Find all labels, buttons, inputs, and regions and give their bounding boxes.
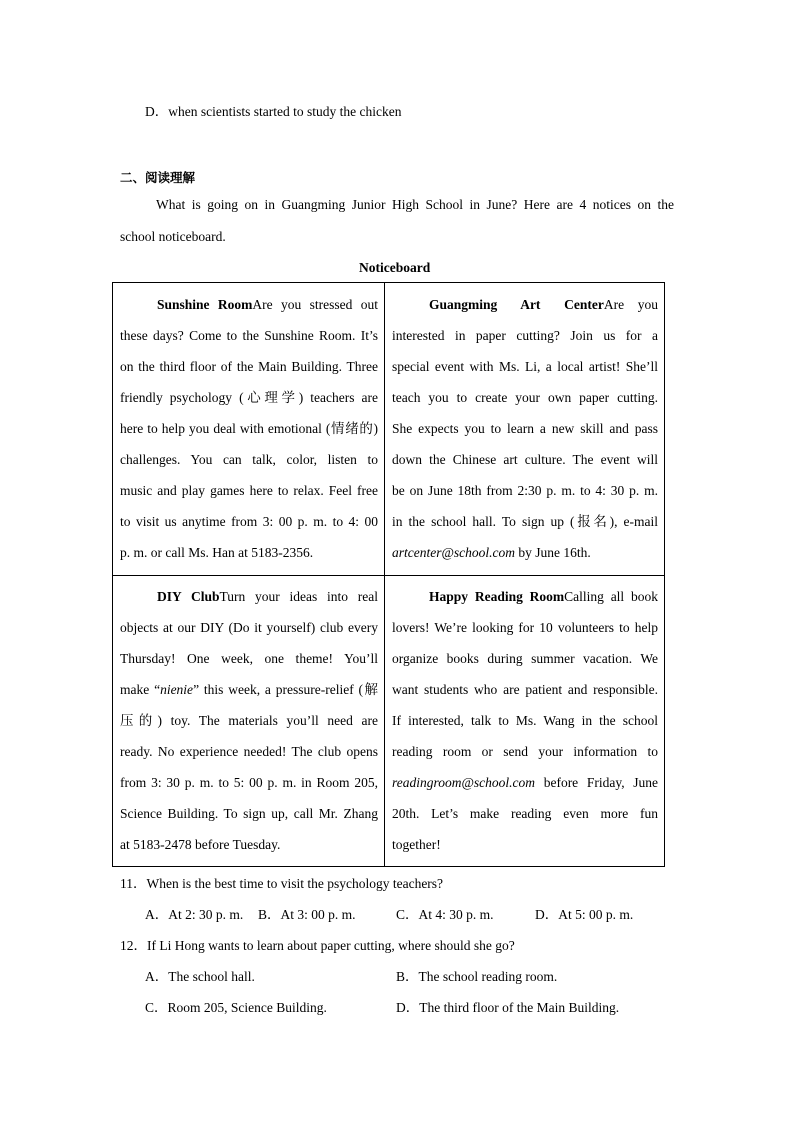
notice-line: from 3: 30 p. m. to 5: 00 p. m. in Room 205, — [120, 775, 378, 790]
notice-line: special event with Ms. Li, a local artist! She’ll — [392, 359, 658, 374]
notice-line: Science Building. To sign up, call Mr. Zhang — [120, 806, 378, 821]
notice-line: Thursday! One week, one theme! You’ll — [120, 651, 378, 666]
notice-title: Sunshine Room — [157, 297, 253, 312]
notice-text: make “ — [120, 682, 161, 697]
question-12-stem: 12．If Li Hong wants to learn about paper cutting, where should she go? — [120, 938, 515, 953]
nienie-word: nienie — [160, 682, 194, 697]
q11-option-a[interactable]: A．At 2: 30 p. m. — [145, 907, 244, 922]
notice-art-center — [392, 289, 658, 568]
notice-text: ” this week, a pressure-relief (解 — [193, 682, 378, 697]
notice-line: teach you to create your own paper cutting. — [392, 390, 658, 405]
notice-text: Calling all book — [564, 589, 658, 604]
noticeboard-title: Noticeboard — [359, 260, 431, 275]
notice-line: together! — [392, 837, 441, 852]
notice-line: these days? Come to the Sunshine Room. It’s — [120, 328, 378, 343]
notice-text: Are you — [603, 297, 658, 312]
intro-line-2: school noticeboard. — [120, 229, 226, 244]
email-link[interactable]: readingroom@school.com — [392, 775, 536, 790]
question-option-d: D．when scientists started to study the chicken — [145, 104, 402, 119]
notice-line: challenges. You can talk, color, listen to — [120, 452, 378, 467]
notice-line: 压的) toy. The materials you’ll need are — [120, 713, 378, 728]
email-link[interactable]: artcenter@school.com — [392, 545, 516, 560]
notice-title: Guangming Art Center — [429, 297, 604, 312]
notice-line: If interested, talk to Ms. Wang in the school — [392, 713, 658, 728]
intro-line-1: What is going on in Guangming Junior High School in June? Here are 4 notices on the — [156, 197, 674, 212]
question-11-stem: 11．When is the best time to visit the psychology teachers? — [120, 876, 444, 891]
q12-option-b[interactable]: B．The school reading room. — [396, 969, 558, 984]
notice-line: objects at our DIY (Do it yourself) club every — [120, 620, 378, 635]
notice-line: reading room or send your information to — [392, 744, 658, 759]
notice-text: before Friday, June — [543, 775, 658, 790]
notice-line — [120, 674, 378, 705]
notice-sunshine-room — [120, 289, 378, 568]
notice-line: down the Chinese art culture. The event will — [392, 452, 658, 467]
notice-line: here to help you deal with emotional (情绪的) — [120, 421, 378, 436]
q12-option-a[interactable]: A．The school hall. — [145, 969, 255, 984]
notice-text: Are you stressed out — [252, 297, 378, 312]
notice-line: be on June 18th from 2:30 p. m. to 4: 30 p. m. — [392, 483, 658, 498]
notice-line: want students who are patient and responsible. — [392, 682, 658, 697]
q11-option-c[interactable]: C．At 4: 30 p. m. — [396, 907, 494, 922]
q12-option-d[interactable]: D．The third floor of the Main Building. — [396, 1000, 620, 1015]
q11-option-b[interactable]: B．At 3: 00 p. m. — [258, 907, 356, 922]
notice-line — [392, 537, 658, 568]
notice-line: to visit us anytime from 3: 00 p. m. to 4: 00 — [120, 514, 378, 529]
notice-line: p. m. or call Ms. Han at 5183-2356. — [120, 545, 314, 560]
notice-line: She expects you to learn a new skill and pass — [392, 421, 658, 436]
notice-line — [392, 767, 658, 798]
notice-line: ready. No experience needed! The club opens — [120, 744, 378, 759]
notice-diy-club — [120, 581, 378, 860]
notice-title: Happy Reading Room — [429, 589, 565, 604]
notice-line: in the school hall. To sign up (报名), e-mail — [392, 514, 658, 529]
notice-text: Turn your ideas into real — [219, 589, 378, 604]
notice-line: 20th. Let’s make reading even more fun — [392, 806, 658, 821]
table-divider-horizontal — [112, 575, 665, 576]
notice-line: lovers! We’re looking for 10 volunteers to help — [392, 620, 658, 635]
notice-line: on the third floor of the Main Building. Three — [120, 359, 378, 374]
notice-line: friendly psychology (心理学) teachers are — [120, 390, 378, 405]
notice-reading-room — [392, 581, 658, 860]
notice-text: by June 16th. — [518, 545, 591, 560]
q11-option-d[interactable]: D．At 5: 00 p. m. — [535, 907, 634, 922]
notice-line: organize books during summer vacation. We — [392, 651, 658, 666]
notice-line: music and play games here to relax. Feel free — [120, 483, 378, 498]
section-title: 二、阅读理解 — [120, 170, 196, 185]
q12-option-c[interactable]: C．Room 205, Science Building. — [145, 1000, 327, 1015]
notice-title: DIY Club — [157, 589, 220, 604]
notice-line: interested in paper cutting? Join us for a — [392, 328, 658, 343]
notice-line: at 5183-2478 before Tuesday. — [120, 837, 281, 852]
